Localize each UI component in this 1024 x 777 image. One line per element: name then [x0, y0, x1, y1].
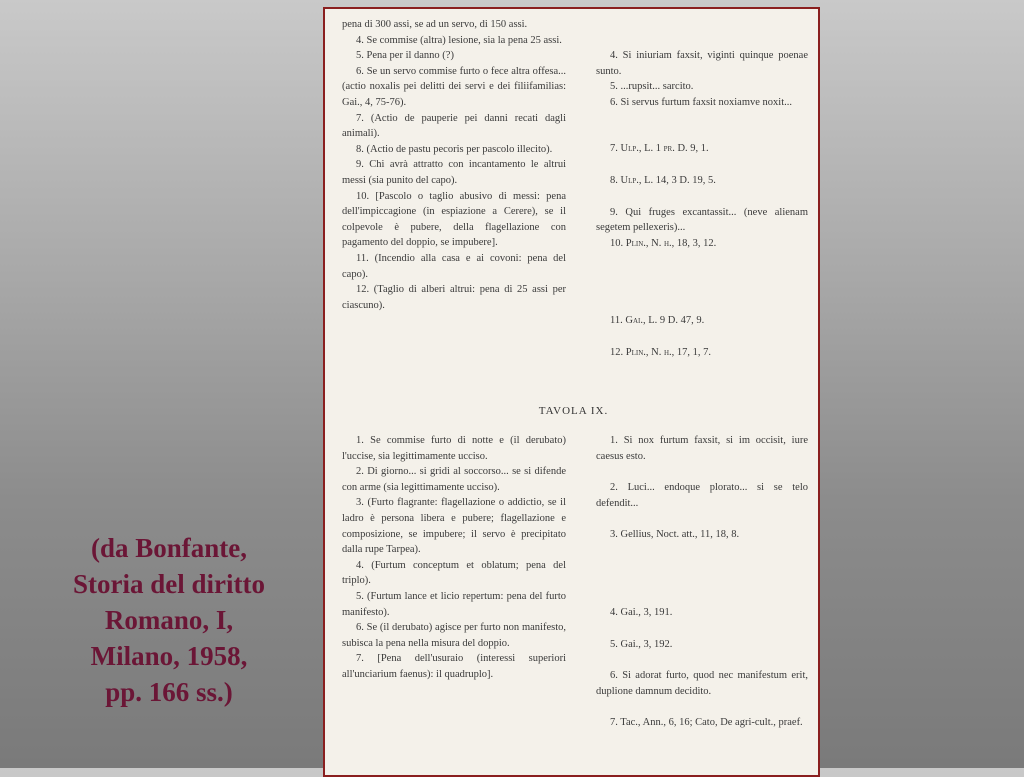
table8-left-entry: 4. Se commise (altra) lesione, sia la pena 25 assi.	[356, 34, 562, 46]
table9-right-entry: 5. Gai., 3, 192.	[610, 638, 673, 650]
table9-right-column	[596, 433, 808, 731]
table9-left-entry: 6. Se (il derubato) agisce per furto non manifesto, subisca la pena nella misura del doppio.	[342, 622, 566, 649]
table8-right-entry: 9. Qui fruges excantassit... (neve alienam segetem pellexeris)...	[596, 206, 808, 234]
table8-left-entry: 8. (Actio de pastu pecoris per pascolo illecito).	[356, 143, 553, 155]
table8-right-entry: 10. Plin., N. h., 18, 3, 12.	[610, 237, 717, 249]
table9-left-entry: 1. Se commise furto di notte e (il derubato) l'uccise, sia legittimamente ucciso.	[342, 435, 566, 462]
table8-right-column	[596, 48, 808, 361]
table9-left-entry: 5. (Furtum lance et licio repertum: pena del furto manifesto).	[342, 590, 566, 618]
table9-left-entry: 3. (Furto flagrante: flagellazione o addictio, se il ladro è persona libera e pubere; flagellazione e composizione, se impubere; il servo è precipitato dalla rupe Tarpea).	[342, 497, 566, 556]
table8-right-entry: 6. Si servus furtum faxsit noxiamve noxit...	[610, 96, 792, 108]
table8-right-entry: 5. ...rupsit... sarcito.	[610, 81, 694, 93]
table9-left-entry: 2. Di giorno... si gridi al soccorso... se si difende con arme (sia legittimamente ucciso).	[342, 466, 566, 493]
table8-left-entry: 5. Pena per il danno (?)	[356, 50, 454, 62]
table8-right-entry: 7. Ulp., L. 1 pr. D. 9, 1.	[610, 143, 709, 155]
table8-left-entry: 12. (Taglio di alberi altrui: pena di 25 assi per ciascuno).	[342, 284, 566, 311]
table8-left-entry: 9. Chi avrà attratto con incantamento le altrui messi (sia punito del capo).	[342, 159, 566, 186]
table9-right-entry: 7. Tac., Ann., 6, 16; Cato, De agri-cult., praef.	[610, 717, 803, 729]
caption-line: Romano, I,	[104, 605, 234, 635]
table9-right-entry: 4. Gai., 3, 191.	[610, 606, 673, 618]
table8-left-entry: 11. (Incendio alla casa e ai covoni: pena del capo).	[342, 252, 566, 280]
table8-right-entry: 8. Ulp., L. 14, 3 D. 19, 5.	[610, 174, 716, 186]
table8-left-entry: pena di 300 assi, se ad un servo, di 150 assi.	[342, 19, 528, 30]
table8-left-entry: 10. [Pascolo o taglio abusivo di messi: pena dell'impiccagione (in espiazione a Cerere), se il colpevole è pubere, della flagellazione con pagamento del doppio, se impubere].	[342, 190, 566, 249]
slide-caption	[44, 530, 294, 710]
table9-left-entry: 4. (Furtum conceptum et oblatum; pena del triplo).	[342, 559, 566, 587]
table8-right-entry: 11. Gai., L. 9 D. 47, 9.	[610, 315, 705, 327]
table9-left-column	[342, 433, 566, 683]
table8-left-entry: 6. Se un servo commise furto o fece altra offesa... (actio noxalis pei delitti dei servi e dei filiifamilias: Gai., 4, 75-76).	[342, 65, 566, 108]
caption-line: pp. 166 ss.)	[105, 677, 233, 707]
table9-right-entry: 3. Gellius, Noct. att., 11, 18, 8.	[610, 529, 740, 541]
table-heading: TAVOLA IX.	[538, 405, 609, 417]
table8-left-column	[342, 17, 566, 313]
table9-right-entry: 2. Luci... endoque plorato... si se telo defendit...	[596, 482, 808, 509]
table8-right-entry: 12. Plin., N. h., 17, 1, 7.	[610, 346, 712, 358]
table9-right-entry: 1. Si nox furtum faxsit, si im occisit, iure caesus esto.	[596, 435, 808, 462]
caption-line: Storia del diritto	[73, 569, 265, 599]
table9-right-entry: 6. Si adorat furto, quod nec manifestum erit, duplione damnum decidito.	[596, 670, 808, 697]
table8-left-entry: 7. (Actio de pauperie pei danni recati dagli animali).	[342, 112, 566, 140]
scanned-book-page	[323, 7, 820, 777]
caption-line: Milano, 1958,	[90, 641, 248, 671]
table9-left-entry: 7. [Pena dell'usuraio (interessi superiori all'unciarium faenus): il quadruplo].	[342, 653, 566, 680]
caption-line: (da Bonfante,	[90, 533, 247, 563]
table8-right-entry: 4. Si iniuriam faxsit, viginti quinque poenae sunto.	[596, 50, 808, 77]
